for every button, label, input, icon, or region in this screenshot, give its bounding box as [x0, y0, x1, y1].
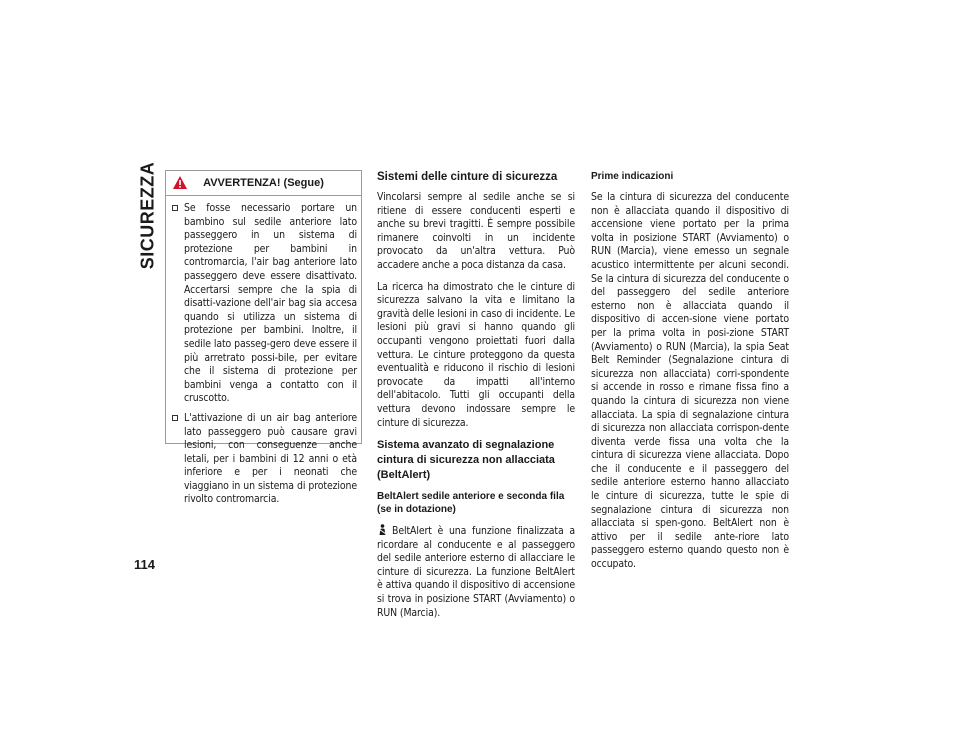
subsubsection-heading: Prime indicazioni [591, 171, 674, 182]
subsection-heading: Sistema avanzato di segnalazione cintura di sicurezza non allacciata (BeltAlert) [377, 439, 555, 482]
section-heading: Sistemi delle cinture di sicurezza [377, 171, 558, 183]
middle-column [377, 170, 575, 628]
section-label: SICUREZZA [137, 161, 158, 269]
section-tab [137, 161, 159, 269]
page-number: 114 [134, 557, 155, 572]
warning-list [166, 196, 361, 507]
seatbelt-icon [377, 524, 388, 536]
right-column [591, 170, 789, 580]
warning-title: AVVERTENZA! (Segue) [203, 177, 324, 189]
paragraph: La ricerca ha dimostrato che le cinture di sicurezza salvano la vita e limitano la gravità delle lesioni in caso di incidente. Le lesioni più gravi si hanno quando gli occupanti vengono proiettati fuori dalla vettura. Le cinture proteggono da questa eventualità e riducono il rischio di lesioni provocate da impatti all'interno dell'abitacolo. Tutti gli occupanti della vettura devono indossare sempre le cinture di sicurezza. [377, 280, 575, 429]
warning-item [172, 412, 357, 507]
warning-item-text: L'attivazione di un air bag anteriore lato passeggero può causare gravi lesioni, con conseguenze anche letali, per i bambini di 12 anni o età inferiore e per i neonati che viaggiano in un sistema di protezione rivolto contromarcia. [184, 411, 357, 506]
square-bullet-icon [172, 415, 178, 421]
square-bullet-icon [172, 205, 178, 211]
warning-item-text: Se fosse necessario portare un bambino sul sedile anteriore lato passeggero in un sistema di protezione per bambini in contromarcia, l'air bag anteriore lato passeggero deve essere disattivato. Accertarsi sempre che la spia di disatti-vazione dell'air bag sia accesa quando si utilizza un sistema di protezione per bambini. Inoltre, il sedile lato passeg-gero deve essere il più arretrato possi-bile, per evitare che il sistema di protezione per bambini venga a contatto con il cruscotto. [184, 202, 357, 405]
subsubsection-heading: BeltAlert sedile anteriore e seconda fila (se in dotazione) [377, 491, 565, 516]
warning-header [166, 171, 361, 196]
paragraph: Vincolarsi sempre al sedile anche se si ritiene di essere conducenti esperti e anche su brevi tragitti. È sempre possibile rimanere coinvolti in un incidente provocato da un'altra vettura. Può accadere anche a poca distanza da casa. [377, 191, 575, 271]
paragraph-text: BeltAlert è una funzione finalizzata a ricordare al conducente e al passeggero del sedile anteriore esterno di allacciare le cinture di sicurezza. La funzione BeltAlert è attiva quando il dispositivo di accensione si trova in posizione START (Avviamento) o RUN (Marcia). [377, 525, 575, 619]
warning-triangle-icon [172, 175, 188, 190]
paragraph: Se la cintura di sicurezza del conducente non è allacciata quando il dispositivo di accensione viene portato per la prima volta in posizione START (Avviamento) o RUN (Marcia), viene emesso un segnale acustico intermittente per alcuni secondi. Se la cintura di sicurezza del conducente o del passeggero del sedile anteriore esterno non è allacciata quando il dispositivo di accen-sione viene portato per la prima volta in posi-zione START (Avviamento) o RUN (Marcia), la spia Seat Belt Reminder (Segnalazione cintura di sicurezza non allacciata) corri-spondente si accende in rosso e rimane fissa fino a quando la cintura di sicurezza non viene allacciata. La spia di segnalazione cintura di sicurezza non allacciata corrispon-dente diventa verde fissa una volta che la cintura di sicurezza viene allacciata. Dopo che il conducente e il passeggero del sedile anteriore esterno hanno allacciato le cinture di sicurezza, tutte le spie di segnalazione cintura di sicurezza non allacciata si spen-gono. BeltAlert non è attivo per il sedile ante-riore lato passeggero esterno quando questo non è occupato. [591, 191, 789, 571]
paragraph-beltalert [377, 524, 575, 620]
warning-item [172, 202, 357, 406]
warning-box [165, 170, 362, 506]
